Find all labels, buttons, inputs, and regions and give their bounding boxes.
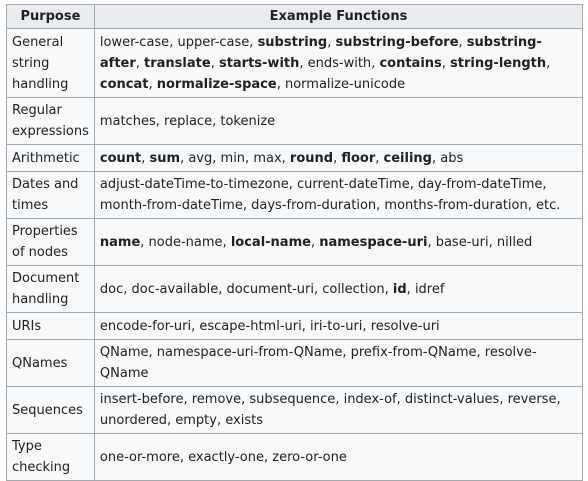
function-name: empty: [175, 413, 217, 428]
function-name: concat: [99, 76, 149, 92]
functions-cell: matches, replace, tokenize: [94, 98, 582, 145]
function-name: escape-html-uri: [199, 318, 302, 334]
functions-cell: name, node-name, local-name, namespace-uri, base-uri, nilled: [94, 219, 582, 266]
function-name: doc-available: [131, 281, 219, 297]
table-row: [7, 172, 583, 219]
function-name: etc.: [536, 198, 561, 213]
function-name: id: [392, 281, 407, 297]
table-row: [7, 340, 583, 387]
function-name: reverse: [507, 392, 557, 407]
purpose-cell: Document handling: [7, 266, 95, 313]
function-name: replace: [164, 113, 213, 129]
function-name: matches: [99, 113, 156, 129]
function-name: month-from-dateTime: [99, 198, 243, 213]
function-name: prefix-from-QName: [350, 345, 477, 360]
function-name: sum: [149, 150, 181, 166]
function-name: translate: [144, 55, 211, 71]
function-name: upper-case: [177, 34, 250, 50]
function-name: adjust-dateTime-to-timezone: [99, 177, 289, 192]
function-name: node-name: [148, 234, 223, 250]
function-name: resolve-QName: [99, 345, 537, 381]
function-name: doc: [99, 281, 124, 297]
functions-cell: one-or-more, exactly-one, zero-or-one: [94, 434, 582, 481]
function-name: months-from-duration: [384, 198, 528, 213]
table-row: [7, 387, 583, 434]
function-name: floor: [341, 150, 376, 166]
function-name: remove: [191, 392, 242, 407]
function-name: max: [253, 150, 282, 166]
table-row: [7, 145, 583, 172]
functions-cell: count, sum, avg, min, max, round, floor, ceiling, abs: [94, 145, 582, 172]
function-name: unordered: [99, 413, 167, 428]
function-name: round: [289, 150, 334, 166]
function-name: normalize-space: [156, 76, 277, 92]
functions-cell: insert-before, remove, subsequence, index-of, distinct-values, reverse, unordered, empty, exists: [94, 387, 582, 434]
function-name: substring-before: [335, 34, 459, 50]
function-name: collection: [322, 281, 385, 297]
function-name: local-name: [230, 234, 311, 250]
table-row: [7, 29, 583, 98]
functions-cell: doc, doc-available, document-uri, collection, id, idref: [94, 266, 582, 313]
table-row: [7, 434, 583, 481]
purpose-cell: Type checking: [7, 434, 95, 481]
column-header-example-functions: Example Functions: [94, 5, 582, 29]
function-name: nilled: [496, 234, 533, 250]
function-name: iri-to-uri: [309, 318, 363, 334]
function-name: exists: [225, 413, 263, 428]
function-name: idref: [414, 281, 445, 297]
function-name: zero-or-one: [272, 449, 347, 465]
function-name: day-from-dateTime: [417, 177, 543, 192]
function-name: substring: [257, 34, 328, 50]
table-body: [7, 29, 583, 481]
purpose-cell: QNames: [7, 340, 95, 387]
table-row: [7, 266, 583, 313]
purpose-cell: URIs: [7, 313, 95, 340]
function-name: insert-before: [99, 392, 184, 407]
purpose-cell: Dates and times: [7, 172, 95, 219]
functions-cell: QName, namespace-uri-from-QName, prefix-from-QName, resolve-QName: [94, 340, 582, 387]
purpose-cell: Properties of nodes: [7, 219, 95, 266]
function-name: starts-with: [218, 55, 300, 71]
function-name: avg: [188, 150, 213, 166]
function-name: contains: [379, 55, 442, 71]
function-name: index-of: [343, 392, 397, 407]
function-name: ceiling: [383, 150, 432, 166]
function-name: one-or-more: [99, 449, 180, 465]
table-row: [7, 98, 583, 145]
purpose-cell: Arithmetic: [7, 145, 95, 172]
functions-cell: adjust-dateTime-to-timezone, current-dateTime, day-from-dateTime, month-from-dateTime, days-from-duration, months-from-duration, etc.: [94, 172, 582, 219]
column-header-purpose: Purpose: [7, 5, 95, 29]
function-name: document-uri: [226, 281, 314, 297]
xpath-functions-table: [6, 4, 583, 481]
function-name: normalize-unicode: [284, 76, 406, 92]
function-name: distinct-values: [404, 392, 500, 407]
function-name: QName: [99, 345, 149, 360]
function-name: ends-with: [307, 55, 372, 71]
function-name: subsequence: [249, 392, 336, 407]
function-name: count: [99, 150, 142, 166]
function-name: lower-case: [99, 34, 170, 50]
function-name: min: [220, 150, 246, 166]
function-name: current-dateTime: [296, 177, 410, 192]
function-name: namespace-uri-from-QName: [156, 345, 343, 360]
purpose-cell: Sequences: [7, 387, 95, 434]
table-header-row: [7, 5, 583, 29]
function-name: name: [99, 234, 141, 250]
function-name: string-length: [450, 55, 547, 71]
function-name: resolve-uri: [370, 318, 440, 334]
function-name: exactly-one: [188, 449, 264, 465]
function-name: days-from-duration: [251, 198, 377, 213]
function-name: abs: [440, 150, 464, 166]
table-row: [7, 219, 583, 266]
purpose-cell: General string handling: [7, 29, 95, 98]
function-name: encode-for-uri: [99, 318, 192, 334]
function-name: base-uri: [435, 234, 489, 250]
purpose-cell: Regular expressions: [7, 98, 95, 145]
functions-cell: lower-case, upper-case, substring, substring-before, substring-after, translate, starts-with, ends-with, contains, string-length, concat, normalize-space, normalize-unicode: [94, 29, 582, 98]
function-name: substring-after: [99, 34, 542, 71]
table-row: [7, 313, 583, 340]
function-name: namespace-uri: [319, 234, 428, 250]
functions-cell: encode-for-uri, escape-html-uri, iri-to-uri, resolve-uri: [94, 313, 582, 340]
function-name: tokenize: [220, 113, 276, 129]
